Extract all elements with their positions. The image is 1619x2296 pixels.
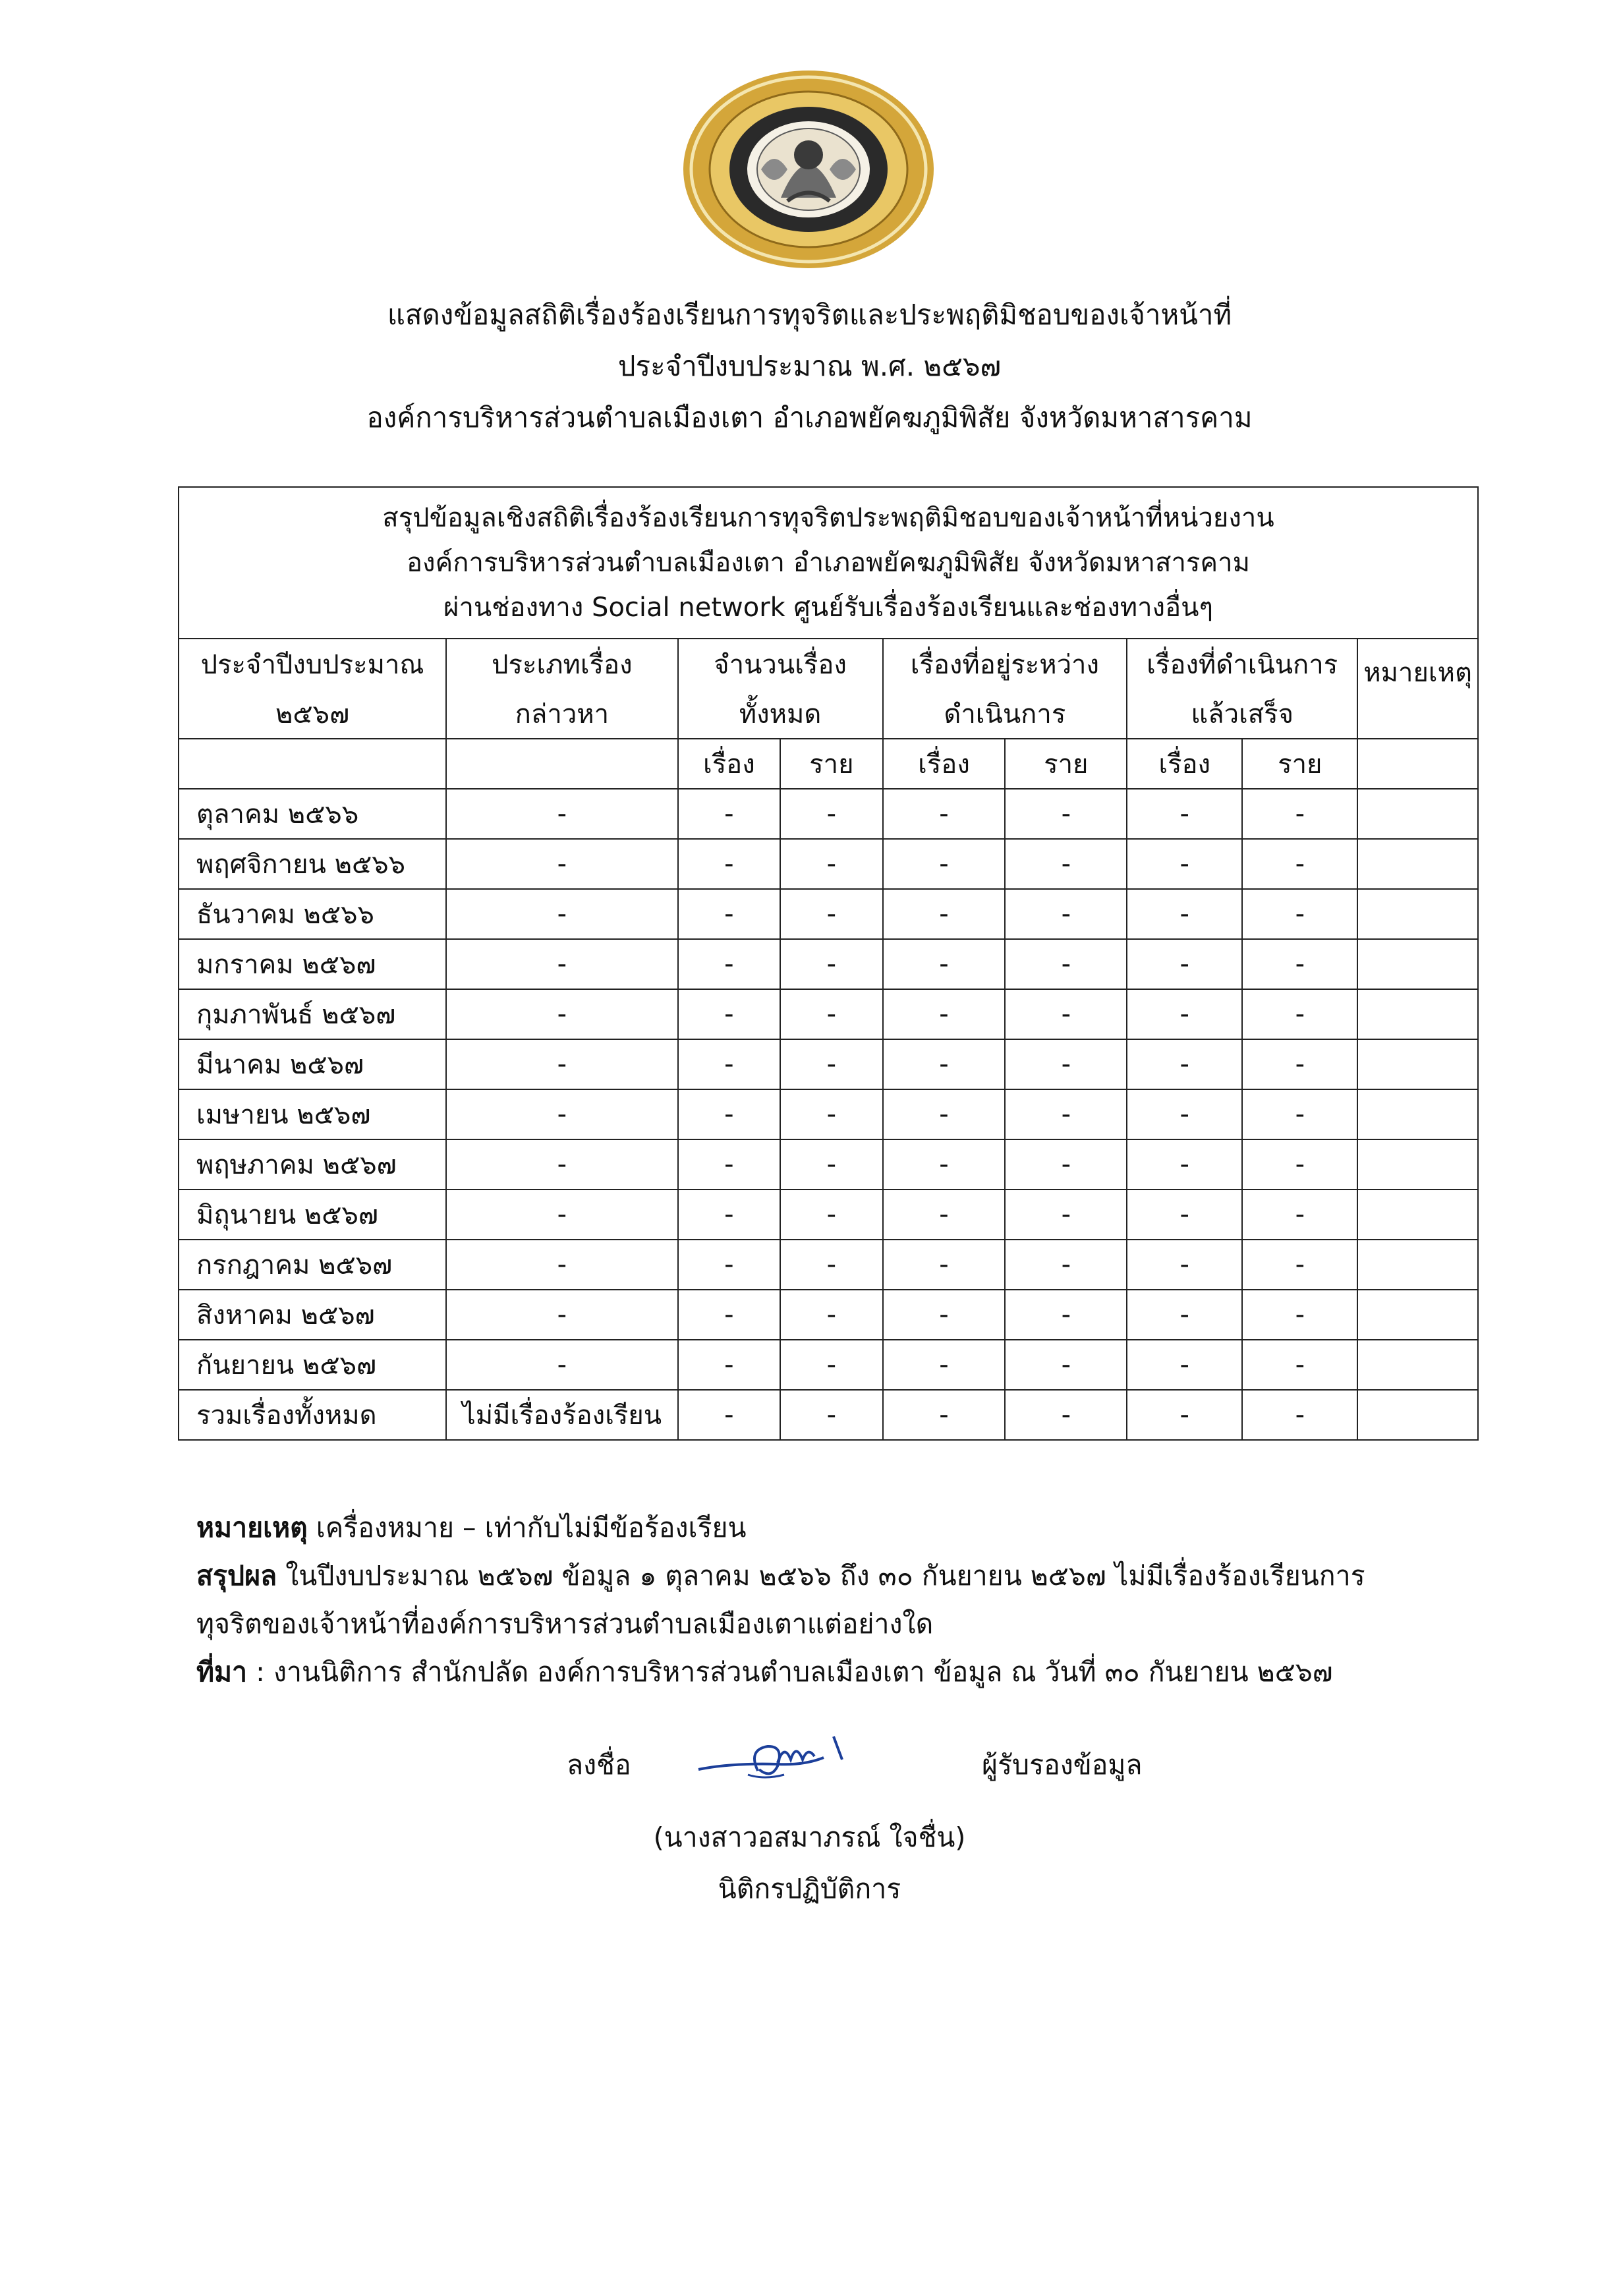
value-cell: - <box>1242 989 1357 1039</box>
organization-seal-icon <box>682 69 936 270</box>
value-cell: - <box>446 989 677 1039</box>
value-cell: - <box>1242 1340 1357 1390</box>
value-cell: - <box>780 889 882 939</box>
value-cell: - <box>883 1089 1006 1139</box>
value-cell: - <box>1005 939 1127 989</box>
month-cell: เมษายน ๒๕๖๗ <box>179 1089 446 1139</box>
value-cell: - <box>883 839 1006 889</box>
value-cell <box>1357 1039 1478 1089</box>
total-type: ไม่มีเรื่องร้องเรียน <box>446 1390 677 1440</box>
value-cell: - <box>1005 1290 1127 1340</box>
value-cell: - <box>780 1340 882 1390</box>
value-cell: - <box>1127 1089 1242 1139</box>
value-cell: - <box>1127 939 1242 989</box>
sub-header-cases: เรื่อง <box>883 739 1006 789</box>
value-cell: - <box>780 1139 882 1190</box>
value-cell: - <box>780 939 882 989</box>
sub-header-cases: เรื่อง <box>1127 739 1242 789</box>
value-cell: - <box>883 889 1006 939</box>
value-cell: - <box>678 1290 781 1340</box>
value-cell <box>1357 1240 1478 1290</box>
value-cell: - <box>678 839 781 889</box>
organization-line: องค์การบริหารส่วนตำบลเมืองเตา อำเภอพยัคฆภูมิพิสัย จังหวัดมหาสารคาม <box>366 401 1253 434</box>
value-cell: - <box>780 789 882 839</box>
month-cell: มีนาคม ๒๕๖๗ <box>179 1039 446 1089</box>
value-cell: - <box>883 1290 1006 1340</box>
value-cell: - <box>678 1240 781 1290</box>
value-cell: - <box>446 789 677 839</box>
table-row <box>179 789 1478 839</box>
col-remark-header: หมายเหตุ <box>1357 639 1478 739</box>
value-cell: - <box>446 939 677 989</box>
complaint-statistics-table <box>178 486 1479 1441</box>
month-cell: พฤษภาคม ๒๕๖๗ <box>179 1139 446 1190</box>
value-cell: - <box>1242 1190 1357 1240</box>
value-cell: - <box>1005 1190 1127 1240</box>
value-cell: - <box>1127 1139 1242 1190</box>
value-cell: - <box>1005 1240 1127 1290</box>
col-done-header: เรื่องที่ดำเนินการ <box>1127 639 1357 689</box>
sub-header-people: ราย <box>1005 739 1127 789</box>
value-cell: - <box>1005 1340 1127 1390</box>
month-cell: กันยายน ๒๕๖๗ <box>179 1340 446 1390</box>
value-cell <box>1357 889 1478 939</box>
value-cell: - <box>1005 789 1127 839</box>
col-type-header-line2: กล่าวหา <box>446 689 677 739</box>
value-cell: - <box>446 1190 677 1240</box>
table-row <box>179 1290 1478 1340</box>
col-type-header: ประเภทเรื่อง <box>446 639 677 689</box>
remark-note: หมายเหตุ เครื่องหมาย – เท่ากับไม่มีข้อร้องเรียน <box>196 1512 747 1543</box>
value-cell <box>1357 1190 1478 1240</box>
value-cell: - <box>883 1139 1006 1190</box>
value-cell: - <box>1127 1190 1242 1240</box>
table-row <box>179 1039 1478 1089</box>
value-cell: - <box>1242 789 1357 839</box>
signer-name: (นางสาวอสมาภรณ์ ใจชื่น) <box>653 1822 966 1853</box>
value-cell: - <box>678 989 781 1039</box>
table-row <box>179 1139 1478 1190</box>
value-cell: - <box>883 1340 1006 1390</box>
fiscal-year-line: ประจำปีงบประมาณ พ.ศ. ๒๕๖๗ <box>617 350 1002 382</box>
month-cell: กุมภาพันธ์ ๒๕๖๗ <box>179 989 446 1039</box>
value-cell: - <box>883 789 1006 839</box>
value-cell: - <box>446 1139 677 1190</box>
value-cell: - <box>1242 939 1357 989</box>
certifier-label: ผู้รับรองข้อมูล <box>982 1749 1143 1781</box>
value-cell: - <box>446 1240 677 1290</box>
value-cell: - <box>1005 1039 1127 1089</box>
value-cell: - <box>446 1089 677 1139</box>
col-in-progress-header: เรื่องที่อยู่ระหว่าง <box>883 639 1127 689</box>
value-cell: - <box>678 1139 781 1190</box>
value-cell: - <box>1005 839 1127 889</box>
value-cell: - <box>1127 1340 1242 1390</box>
col-year-header-line2: ๒๕๖๗ <box>179 689 446 739</box>
notes-section <box>196 1504 1448 1696</box>
table-row <box>179 1089 1478 1139</box>
value-cell: - <box>1005 1139 1127 1190</box>
value-cell: - <box>883 1190 1006 1240</box>
value-cell: - <box>1005 1089 1127 1139</box>
value-cell <box>1357 1340 1478 1390</box>
sub-header-people: ราย <box>780 739 882 789</box>
value-cell: - <box>780 1240 882 1290</box>
value-cell: - <box>678 1039 781 1089</box>
summary-note-continued: ทุจริตของเจ้าหน้าที่องค์การบริหารส่วนตำบลเมืองเตาแต่อย่างใด <box>196 1608 934 1640</box>
month-cell: กรกฎาคม ๒๕๖๗ <box>179 1240 446 1290</box>
value-cell: - <box>883 939 1006 989</box>
value-cell: - <box>1242 1089 1357 1139</box>
value-cell: - <box>780 1190 882 1240</box>
value-cell: - <box>678 1340 781 1390</box>
sub-header-cases: เรื่อง <box>678 739 781 789</box>
value-cell: - <box>446 889 677 939</box>
document-title: แสดงข้อมูลสถิติเรื่องร้องเรียนการทุจริตและประพฤติมิชอบของเจ้าหน้าที่ <box>387 299 1232 331</box>
value-cell <box>1357 839 1478 889</box>
value-cell: - <box>678 789 781 839</box>
value-cell: - <box>1127 789 1242 839</box>
value-cell: - <box>780 1290 882 1340</box>
col-done-header-line2: แล้วเสร็จ <box>1127 689 1357 739</box>
col-in-progress-header-line2: ดำเนินการ <box>883 689 1127 739</box>
value-cell: - <box>1005 889 1127 939</box>
sub-header-people: ราย <box>1242 739 1357 789</box>
value-cell: - <box>1242 1139 1357 1190</box>
value-cell: - <box>678 1089 781 1139</box>
month-cell: ตุลาคม ๒๕๖๖ <box>179 789 446 839</box>
col-year-header: ประจำปีงบประมาณ <box>179 639 446 689</box>
value-cell: - <box>780 989 882 1039</box>
value-cell: - <box>1242 839 1357 889</box>
value-cell <box>1357 989 1478 1039</box>
value-cell: - <box>1127 1240 1242 1290</box>
month-cell: สิงหาคม ๒๕๖๗ <box>179 1290 446 1340</box>
table-row <box>179 839 1478 889</box>
value-cell: - <box>1127 839 1242 889</box>
value-cell: - <box>1242 889 1357 939</box>
month-cell: พฤศจิกายน ๒๕๖๖ <box>179 839 446 889</box>
value-cell: - <box>446 1340 677 1390</box>
value-cell: - <box>678 939 781 989</box>
value-cell: - <box>883 1240 1006 1290</box>
table-row <box>179 1340 1478 1390</box>
value-cell: - <box>883 989 1006 1039</box>
table-caption: สรุปข้อมูลเชิงสถิติเรื่องร้องเรียนการทุจริตประพฤติมิชอบของเจ้าหน้าที่หน่วยงาน องค์การบริหารส่วนตำบลเมืองเตา อำเภอพยัคฆภูมิพิสัย จังหวัดมหาสารคาม ผ่านช่องทาง Social network ศูนย์รับเรื่องร้องเรียนและช่องทางอื่นๆ <box>179 487 1478 639</box>
value-cell <box>1357 1290 1478 1340</box>
table-row <box>179 989 1478 1039</box>
col-total-header-line2: ทั้งหมด <box>678 689 883 739</box>
value-cell: - <box>1242 1290 1357 1340</box>
table-row <box>179 939 1478 989</box>
month-cell: ธันวาคม ๒๕๖๖ <box>179 889 446 939</box>
value-cell <box>1357 1089 1478 1139</box>
value-cell: - <box>1127 989 1242 1039</box>
summary-note: สรุปผล ในปีงบประมาณ ๒๕๖๗ ข้อมูล ๑ ตุลาคม ๒๕๖๖ ถึง ๓๐ กันยายน ๒๕๖๗ ไม่มีเรื่องร้องเรียนการ <box>196 1560 1365 1592</box>
value-cell: - <box>446 1290 677 1340</box>
value-cell: - <box>1005 989 1127 1039</box>
value-cell: - <box>446 1039 677 1089</box>
value-cell: - <box>1127 1290 1242 1340</box>
value-cell: - <box>883 1039 1006 1089</box>
value-cell: - <box>1127 889 1242 939</box>
value-cell: - <box>678 889 781 939</box>
value-cell <box>1357 939 1478 989</box>
value-cell: - <box>1242 1039 1357 1089</box>
sign-label: ลงชื่อ <box>567 1749 631 1781</box>
value-cell <box>1357 789 1478 839</box>
signer-position: นิติกรปฏิบัติการ <box>718 1873 901 1905</box>
table-row <box>179 1240 1478 1290</box>
col-total-header: จำนวนเรื่อง <box>678 639 883 689</box>
total-row: รวมเรื่องทั้งหมด ไม่มีเรื่องร้องเรียน - - - - - - <box>179 1390 1478 1440</box>
total-label: รวมเรื่องทั้งหมด <box>179 1390 446 1440</box>
value-cell: - <box>1127 1039 1242 1089</box>
source-note: ที่มา : งานนิติการ สำนักปลัด องค์การบริหารส่วนตำบลเมืองเตา ข้อมูล ณ วันที่ ๓๐ กันยายน ๒๕๖๗ <box>196 1656 1333 1688</box>
value-cell: - <box>678 1190 781 1240</box>
sub-header-row <box>179 739 1478 789</box>
value-cell <box>1357 1139 1478 1190</box>
table-row <box>179 1190 1478 1240</box>
table-row <box>179 889 1478 939</box>
handwritten-signature-icon <box>685 1723 857 1796</box>
value-cell: - <box>780 1039 882 1089</box>
value-cell: - <box>446 839 677 889</box>
value-cell: - <box>780 1089 882 1139</box>
value-cell: - <box>1242 1240 1357 1290</box>
month-cell: มิถุนายน ๒๕๖๗ <box>179 1190 446 1240</box>
month-cell: มกราคม ๒๕๖๗ <box>179 939 446 989</box>
value-cell: - <box>780 839 882 889</box>
